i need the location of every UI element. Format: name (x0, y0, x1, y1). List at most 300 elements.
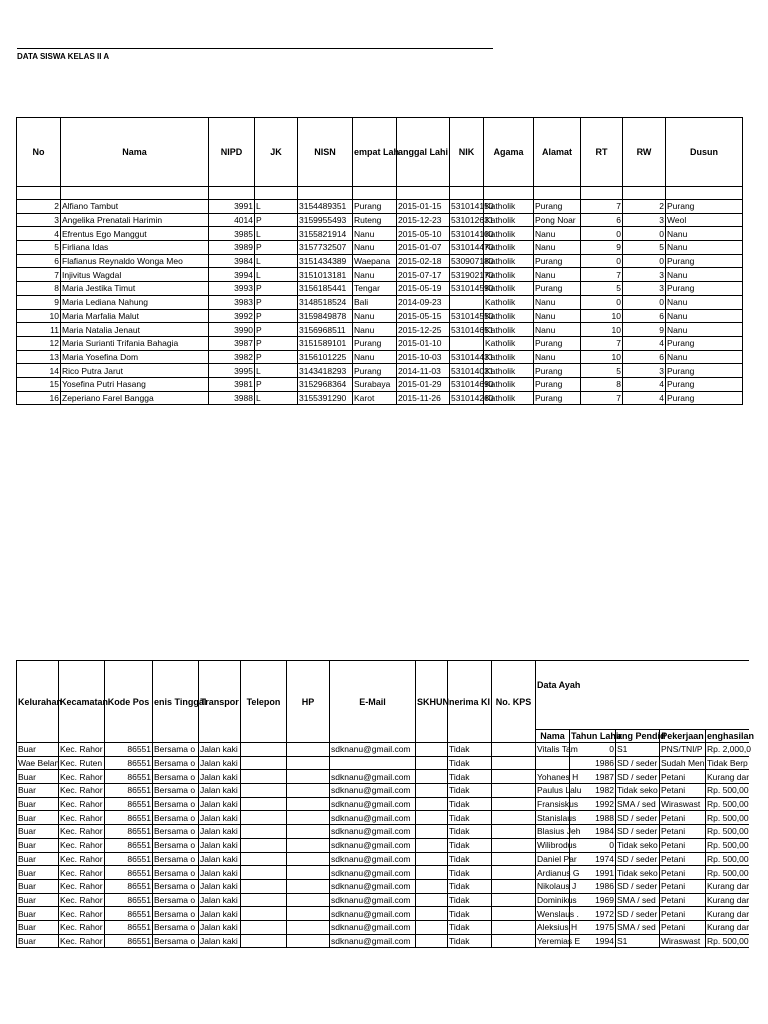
table-cell: 3156968511 (298, 323, 353, 337)
table-cell: 1969 (570, 893, 616, 907)
table-cell: Rp. 2,000,0 (707, 744, 751, 755)
table-cell: SD / seder (616, 770, 660, 784)
table-cell: 531014651 (451, 324, 494, 335)
table-cell: Weol (666, 213, 743, 227)
table-cell: 0 (581, 227, 623, 241)
table-cell: Nanu (666, 323, 743, 337)
table-cell (241, 811, 287, 825)
table-cell: 3151013181 (298, 268, 353, 282)
table-row (17, 770, 749, 784)
table-cell: Petani (660, 879, 706, 893)
table-cell: Purang (666, 282, 743, 296)
table-cell: 3156185441 (298, 282, 353, 296)
table-row (17, 309, 743, 323)
table-cell: Yosefina Putri Hasang (61, 377, 209, 391)
table-cell: 3157732507 (298, 241, 353, 255)
table-cell: Buar (17, 825, 59, 839)
column-header: Kelurahan (17, 661, 59, 743)
table-cell: Purang (534, 200, 581, 214)
table-cell: 3991 (209, 200, 255, 214)
table-cell: 2015-10-03 (397, 350, 450, 364)
table-cell: Purang (534, 254, 581, 268)
table-cell: 2 (17, 200, 61, 214)
table-cell (450, 295, 484, 309)
table-cell: 9 (581, 241, 623, 255)
table-cell: Yohanes H (537, 771, 579, 782)
table-cell: 10 (17, 309, 61, 323)
table-cell: 3159955493 (298, 213, 353, 227)
table-cell: Katholik (484, 213, 534, 227)
table-cell: 3990 (209, 323, 255, 337)
table-cell: Rp. 500,00 (707, 867, 749, 878)
table-cell: Wenslaus . (537, 908, 579, 919)
table-cell: Bersama o (153, 838, 199, 852)
table-row (17, 811, 749, 825)
column-header: Agama (484, 118, 534, 187)
column-header: RT (581, 118, 623, 187)
table-cell: 531014100 (451, 228, 494, 239)
table-cell: Purang (666, 200, 743, 214)
table-cell: 0 (570, 743, 616, 757)
table-cell (330, 756, 416, 770)
column-header: JK (255, 118, 298, 187)
table-cell: Buar (17, 743, 59, 757)
table-row (17, 377, 743, 391)
table-cell: Nikolaus J (537, 881, 577, 892)
table-cell: Katholik (484, 364, 534, 378)
table-cell: Nanu (534, 268, 581, 282)
students-table (16, 117, 743, 405)
table-cell (287, 838, 330, 852)
table-cell: Maria Natalia Jenaut (61, 323, 209, 337)
table-cell (492, 879, 536, 893)
table-cell: 3 (623, 268, 666, 282)
table-cell: 3159849878 (298, 309, 353, 323)
table-cell (241, 907, 287, 921)
table-cell (241, 784, 287, 798)
table-cell: 3 (623, 213, 666, 227)
table-cell: 7 (581, 268, 623, 282)
table-cell: Buar (17, 770, 59, 784)
sub-column-header: Pekerjaan (661, 731, 704, 741)
table-row (17, 241, 743, 255)
table-cell: 7 (581, 200, 623, 214)
table-cell: 530907180 (451, 256, 494, 267)
table-cell: Buar (17, 852, 59, 866)
table-cell: Nanu (666, 227, 743, 241)
table-cell: 3154489351 (298, 200, 353, 214)
table-cell: Pong Noar (534, 213, 581, 227)
table-cell (536, 756, 570, 770)
table-cell: Nanu (666, 295, 743, 309)
table-cell: Maria Yosefina Dom (61, 350, 209, 364)
table-cell: Ruteng (353, 213, 397, 227)
table-cell: Katholik (484, 241, 534, 255)
table-cell: 3985 (209, 227, 255, 241)
table-cell: Kurang dar (707, 771, 750, 782)
table-cell: 2015-12-25 (397, 323, 450, 337)
table-cell: Waepana (353, 254, 397, 268)
table-cell: SD / seder (616, 852, 660, 866)
table-cell (416, 907, 448, 921)
table-cell: 7 (17, 268, 61, 282)
table-cell: SMA / sed (616, 893, 660, 907)
table-cell: 10 (581, 350, 623, 364)
table-cell: Rico Putra Jarut (61, 364, 209, 378)
table-cell: 1984 (570, 825, 616, 839)
table-cell: P (255, 213, 298, 227)
table-cell: Tengar (353, 282, 397, 296)
table-cell: 531014431 (451, 351, 494, 362)
table-cell: Kec. Rahor (60, 894, 103, 905)
table-cell: Tidak (448, 907, 492, 921)
details-header-row (17, 661, 749, 730)
table-cell: PNS/TNI/P (660, 743, 706, 757)
table-cell: Maria Surianti Trifania Bahagia (61, 336, 209, 350)
table-cell: Jalan kaki (199, 784, 241, 798)
table-cell: L (255, 364, 298, 378)
table-cell (492, 825, 536, 839)
table-cell: 2015-02-18 (397, 254, 450, 268)
table-cell: Wiraswast (660, 934, 706, 948)
table-cell: Kec. Rahor (60, 908, 103, 919)
table-cell: Nanu (534, 241, 581, 255)
table-cell (287, 866, 330, 880)
table-cell: Nanu (534, 227, 581, 241)
table-cell: Katholik (484, 254, 534, 268)
table-cell: Katholik (484, 323, 534, 337)
column-header: NISN (298, 118, 353, 187)
details-body (17, 743, 749, 948)
table-cell: 3151589101 (298, 336, 353, 350)
table-cell (416, 920, 448, 934)
table-cell: Jalan kaki (199, 866, 241, 880)
table-cell: Kec. Rahor (60, 799, 103, 810)
table-cell: Katholik (484, 391, 534, 405)
table-cell: SD / seder (616, 756, 660, 770)
table-row (17, 282, 743, 296)
table-cell: Buar (17, 784, 59, 798)
table-cell: Buar (17, 797, 59, 811)
table-cell: Katholik (484, 227, 534, 241)
table-cell (241, 893, 287, 907)
table-cell (287, 893, 330, 907)
table-cell: 15 (17, 377, 61, 391)
table-cell: Nanu (666, 309, 743, 323)
table-cell (416, 879, 448, 893)
table-cell: Tidak (448, 784, 492, 798)
table-cell: Katholik (484, 295, 534, 309)
table-cell: L (255, 200, 298, 214)
table-cell: Fransiskus (537, 799, 579, 810)
table-cell: 1982 (570, 784, 616, 798)
table-cell: SD / seder (616, 811, 660, 825)
table-cell: Jalan kaki (199, 811, 241, 825)
table-cell: Tidak (448, 770, 492, 784)
table-cell: Kec. Rahor (60, 771, 103, 782)
table-cell: 4 (623, 336, 666, 350)
table-row (17, 825, 749, 839)
table-cell: Kurang dar (707, 894, 750, 905)
column-header: No. KPS (492, 661, 536, 743)
table-cell (241, 934, 287, 948)
column-header: No (17, 118, 61, 187)
table-cell: 86551 (105, 756, 153, 770)
table-cell: Buar (17, 893, 59, 907)
table-cell: Purang (534, 282, 581, 296)
table-cell: 3982 (209, 350, 255, 364)
table-cell: 3152968364 (298, 377, 353, 391)
table-cell (492, 756, 536, 770)
table-cell: Petani (660, 866, 706, 880)
table-cell: Tidak (448, 893, 492, 907)
empty-cell (17, 187, 61, 200)
table-cell (416, 770, 448, 784)
sub-column-header: Tahun Lahir (571, 731, 622, 741)
table-cell (450, 336, 484, 350)
table-cell (492, 852, 536, 866)
table-cell: 1991 (570, 866, 616, 880)
table-cell: 2015-01-07 (397, 241, 450, 255)
table-cell: 3983 (209, 295, 255, 309)
table-cell: sdknanu@gmail.com (330, 866, 416, 880)
table-cell: 86551 (105, 838, 153, 852)
table-cell: Aleksius H (537, 922, 578, 933)
table-cell: Tidak (448, 852, 492, 866)
table-cell: 1994 (570, 934, 616, 948)
table-cell: 7 (581, 336, 623, 350)
table-cell: Tidak (448, 797, 492, 811)
column-header: E-Mail (330, 661, 416, 743)
table-cell: 3156101225 (298, 350, 353, 364)
table-cell: L (255, 268, 298, 282)
table-cell: P (255, 377, 298, 391)
table-cell: Purang (534, 336, 581, 350)
table-cell (416, 866, 448, 880)
table-cell: Nanu (666, 241, 743, 255)
table-cell: 86551 (105, 907, 153, 921)
table-cell: 86551 (105, 797, 153, 811)
student-details-table (16, 660, 755, 948)
table-cell (241, 838, 287, 852)
table-row (17, 743, 749, 757)
table-cell (416, 893, 448, 907)
table-cell: 0 (570, 838, 616, 852)
table-cell (287, 879, 330, 893)
table-cell (492, 934, 536, 948)
column-header: Nama (61, 118, 209, 187)
table-cell: Tidak seko (617, 840, 658, 851)
table-cell (241, 879, 287, 893)
table-cell: Bali (353, 295, 397, 309)
table-cell: Zeperiano Farel Bangga (61, 391, 209, 405)
table-cell: Rp. 500,00 (707, 826, 749, 837)
table-cell (241, 743, 287, 757)
table-cell: Kec. Rahor (60, 785, 103, 796)
spacer-row (17, 187, 743, 200)
table-cell: 3992 (209, 309, 255, 323)
table-row (17, 391, 743, 405)
table-cell: Katholik (484, 350, 534, 364)
table-cell: Nanu (353, 309, 397, 323)
table-cell: S1 (616, 934, 660, 948)
table-cell: Firliana Idas (61, 241, 209, 255)
table-cell: 2015-07-17 (397, 268, 450, 282)
table-cell: Maria Lediana Nahung (61, 295, 209, 309)
table-cell: Angelika Prenatali Harimin (61, 213, 209, 227)
table-cell: Jalan kaki (199, 852, 241, 866)
table-cell: Injivitus Wagdal (61, 268, 209, 282)
table-cell: Petani (660, 838, 706, 852)
table-cell: Kec. Rahor (60, 853, 103, 864)
table-cell (241, 825, 287, 839)
column-header: RW (623, 118, 666, 187)
students-body (17, 187, 743, 405)
table-cell: 5 (17, 241, 61, 255)
table-cell: Kec. Rahor (60, 935, 103, 946)
table-cell: Efrentus Ego Manggut (61, 227, 209, 241)
table-cell (287, 852, 330, 866)
table-cell: 1986 (570, 879, 616, 893)
table-row (17, 364, 743, 378)
table-cell: 2015-05-10 (397, 227, 450, 241)
table-cell: 3995 (209, 364, 255, 378)
table-cell: 6 (581, 213, 623, 227)
table-cell: Purang (353, 336, 397, 350)
table-cell: 13 (17, 350, 61, 364)
table-cell: 3148518524 (298, 295, 353, 309)
table-cell: Buar (17, 907, 59, 921)
table-cell: 0 (623, 254, 666, 268)
table-cell: 3151434389 (298, 254, 353, 268)
table-cell: Buar (17, 811, 59, 825)
table-cell: Tidak (448, 811, 492, 825)
table-cell: Purang (666, 254, 743, 268)
table-cell: 3 (623, 282, 666, 296)
table-cell: Purang (666, 377, 743, 391)
table-cell (287, 825, 330, 839)
table-cell: 3994 (209, 268, 255, 282)
table-row (17, 893, 749, 907)
table-cell: 531014590 (451, 283, 494, 294)
table-cell (416, 756, 448, 770)
table-cell: 531014260 (451, 392, 494, 403)
table-cell: 2015-01-10 (397, 336, 450, 350)
table-cell: Tidak seko (617, 785, 658, 796)
table-row (17, 907, 749, 921)
table-cell: 3 (623, 364, 666, 378)
table-row (17, 934, 749, 948)
table-cell: Maria Jestika Timut (61, 282, 209, 296)
table-cell: 3984 (209, 254, 255, 268)
table-row (17, 784, 749, 798)
table-cell: P (255, 295, 298, 309)
table-row (17, 350, 743, 364)
table-cell: Purang (666, 391, 743, 405)
table-cell: 8 (17, 282, 61, 296)
column-header: SKHUN (416, 661, 448, 743)
table-cell: Tidak (448, 920, 492, 934)
table-cell (492, 866, 536, 880)
table-cell: 3987 (209, 336, 255, 350)
table-cell: 12 (17, 336, 61, 350)
table-row (17, 866, 749, 880)
table-cell: sdknanu@gmail.com (330, 907, 416, 921)
table-cell: sdknanu@gmail.com (330, 797, 416, 811)
table-cell: 16 (17, 391, 61, 405)
table-cell: 0 (581, 254, 623, 268)
table-cell: Nanu (666, 350, 743, 364)
column-header: Transpor (199, 661, 241, 743)
table-cell (416, 797, 448, 811)
table-cell: 86551 (105, 934, 153, 948)
table-cell (416, 811, 448, 825)
table-cell: 7 (581, 391, 623, 405)
table-cell: 531014470 (451, 242, 494, 253)
table-cell: Stanislaus (537, 812, 577, 823)
table-cell: Petani (660, 852, 706, 866)
table-cell: Alfiano Tambut (61, 200, 209, 214)
table-cell: Tidak (448, 838, 492, 852)
empty-cell (534, 187, 581, 200)
table-cell: Bersama o (153, 743, 199, 757)
table-cell: Katholik (484, 309, 534, 323)
table-cell: 86551 (105, 825, 153, 839)
table-cell (241, 920, 287, 934)
table-cell: 1988 (570, 811, 616, 825)
table-cell: Nanu (353, 268, 397, 282)
table-cell: 2015-01-15 (397, 200, 450, 214)
table-cell: 3143418293 (298, 364, 353, 378)
table-cell: Wae Belan (18, 758, 60, 769)
table-cell: 86551 (105, 879, 153, 893)
table-cell: 4 (623, 377, 666, 391)
table-cell: L (255, 391, 298, 405)
table-cell (492, 893, 536, 907)
table-cell: Paulus Lalu (537, 785, 582, 796)
empty-cell (581, 187, 623, 200)
table-cell: sdknanu@gmail.com (330, 920, 416, 934)
table-cell: Buar (17, 879, 59, 893)
table-cell: P (255, 336, 298, 350)
table-row (17, 254, 743, 268)
table-cell: 2015-05-19 (397, 282, 450, 296)
table-cell: Jalan kaki (199, 756, 241, 770)
table-cell: 3993 (209, 282, 255, 296)
table-cell: Petani (660, 811, 706, 825)
table-cell: 2014-09-23 (397, 295, 450, 309)
table-row (17, 336, 743, 350)
table-cell: Purang (353, 364, 397, 378)
table-cell (416, 825, 448, 839)
table-cell: 86551 (105, 784, 153, 798)
table-cell (287, 907, 330, 921)
table-cell (416, 852, 448, 866)
table-cell (416, 934, 448, 948)
table-cell: 86551 (105, 852, 153, 866)
table-cell: 0 (623, 295, 666, 309)
column-header: anggal Lahi (397, 118, 450, 187)
column-header: Dusun (666, 118, 743, 187)
empty-cell (666, 187, 743, 200)
table-cell: Rp. 500,00 (707, 785, 749, 796)
table-cell: Kec. Rahor (60, 812, 103, 823)
table-cell: 86551 (105, 743, 153, 757)
table-cell: Kec. Rahor (60, 867, 103, 878)
table-cell: 531014550 (451, 310, 494, 321)
table-cell (287, 784, 330, 798)
table-cell: 8 (581, 377, 623, 391)
